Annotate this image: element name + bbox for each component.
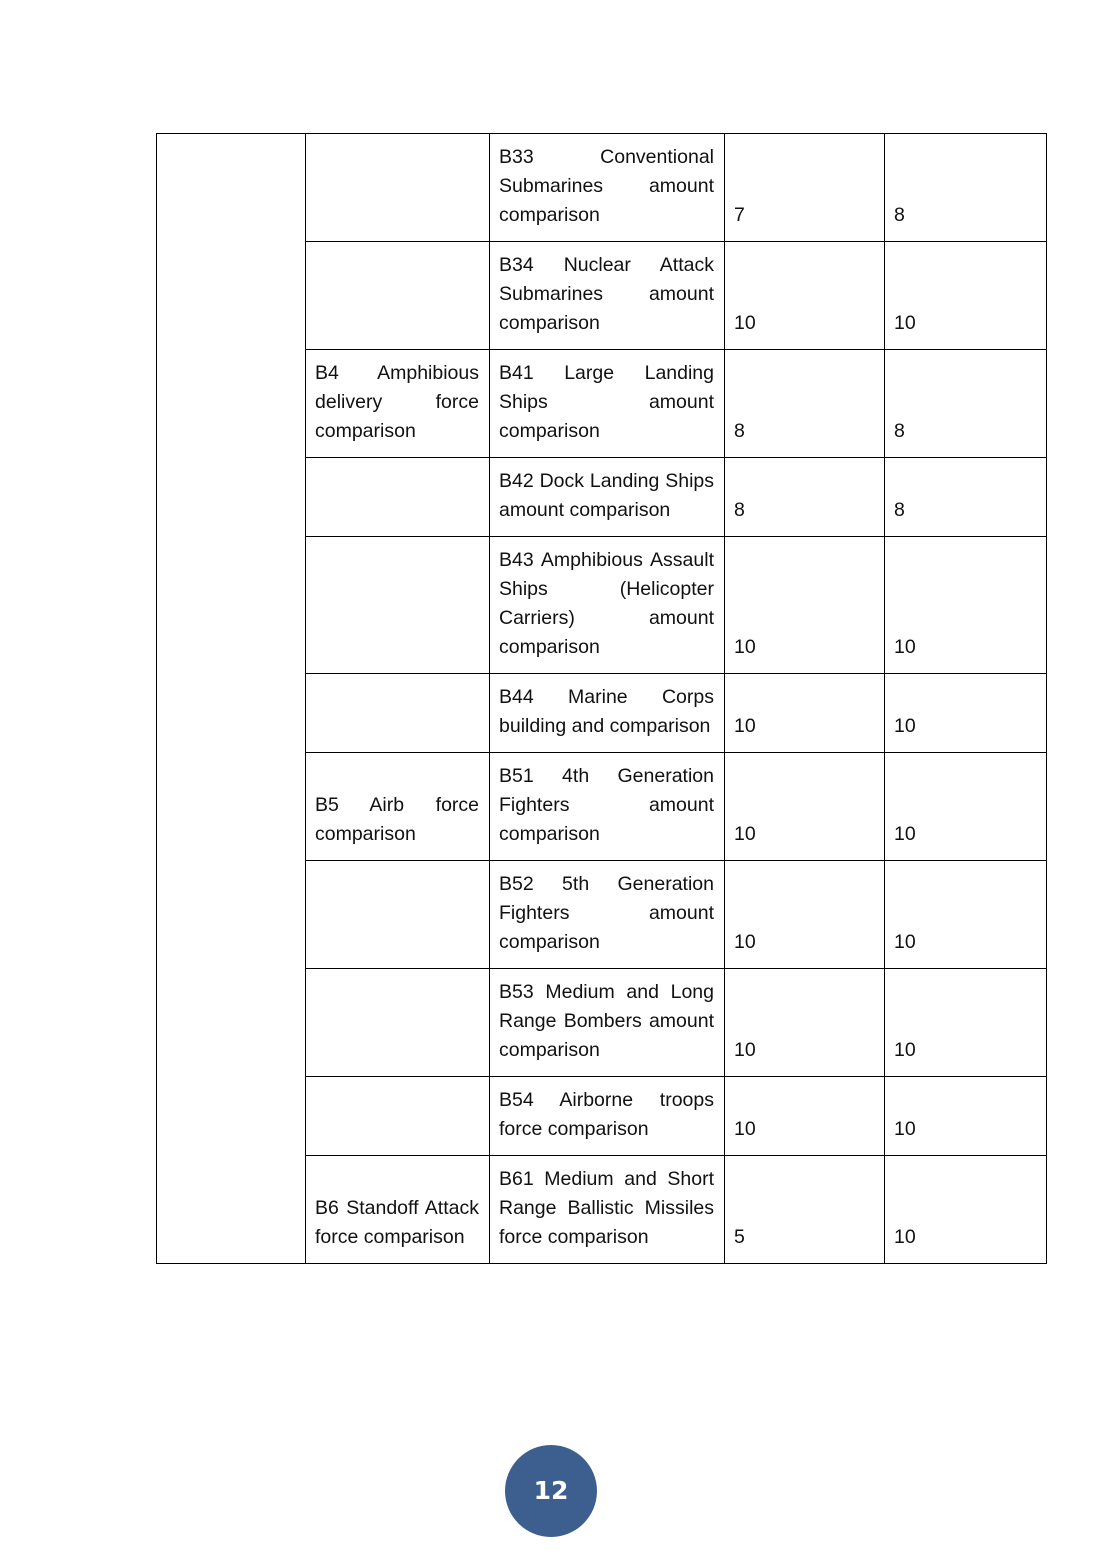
score-b-cell: 10 — [885, 1156, 1047, 1264]
indicator-cell: B41 Large Landing Ships amount comparison — [490, 350, 725, 458]
group-cell: B4 Amphibious delivery force comparison — [306, 350, 490, 458]
score-a-cell: 5 — [725, 1156, 885, 1264]
score-b-cell: 10 — [885, 861, 1047, 969]
indicator-cell: B61 Medium and Short Range Ballistic Missiles force comparison — [490, 1156, 725, 1264]
score-a-cell: 10 — [725, 861, 885, 969]
group-cell — [306, 242, 490, 350]
indicator-cell: B43 Amphibious Assault Ships (Helicopter Carriers) amount comparison — [490, 537, 725, 674]
indicator-cell: B54 Airborne troops force comparison — [490, 1077, 725, 1156]
indicator-cell: B52 5th Generation Fighters amount comparison — [490, 861, 725, 969]
score-b-cell: 10 — [885, 242, 1047, 350]
score-a-cell: 10 — [725, 674, 885, 753]
score-a-cell: 10 — [725, 969, 885, 1077]
category-cell — [157, 134, 306, 1264]
group-cell — [306, 537, 490, 674]
group-cell — [306, 969, 490, 1077]
score-a-cell: 7 — [725, 134, 885, 242]
group-cell — [306, 674, 490, 753]
score-b-cell: 10 — [885, 753, 1047, 861]
score-a-cell: 10 — [725, 1077, 885, 1156]
group-cell — [306, 458, 490, 537]
indicator-cell: B42 Dock Landing Ships amount comparison — [490, 458, 725, 537]
indicator-cell: B34 Nuclear Attack Submarines amount comparison — [490, 242, 725, 350]
group-cell — [306, 1077, 490, 1156]
group-cell: B6 Standoff Attack force comparison — [306, 1156, 490, 1264]
page-number-badge: 12 — [505, 1445, 597, 1537]
indicator-cell: B53 Medium and Long Range Bombers amount comparison — [490, 969, 725, 1077]
group-cell — [306, 861, 490, 969]
score-b-cell: 8 — [885, 350, 1047, 458]
group-cell — [306, 134, 490, 242]
score-b-cell: 10 — [885, 537, 1047, 674]
indicator-table — [156, 133, 1047, 1264]
score-b-cell: 10 — [885, 1077, 1047, 1156]
group-cell: B5 Airb force comparison — [306, 753, 490, 861]
indicator-cell: B44 Marine Corps building and comparison — [490, 674, 725, 753]
score-b-cell: 8 — [885, 134, 1047, 242]
score-b-cell: 10 — [885, 674, 1047, 753]
indicator-cell: B33 Conventional Submarines amount comparison — [490, 134, 725, 242]
score-a-cell: 10 — [725, 753, 885, 861]
score-b-cell: 10 — [885, 969, 1047, 1077]
table-row — [157, 134, 1047, 242]
indicator-cell: B51 4th Generation Fighters amount comparison — [490, 753, 725, 861]
score-a-cell: 10 — [725, 242, 885, 350]
score-a-cell: 10 — [725, 537, 885, 674]
score-a-cell: 8 — [725, 458, 885, 537]
score-a-cell: 8 — [725, 350, 885, 458]
score-b-cell: 8 — [885, 458, 1047, 537]
